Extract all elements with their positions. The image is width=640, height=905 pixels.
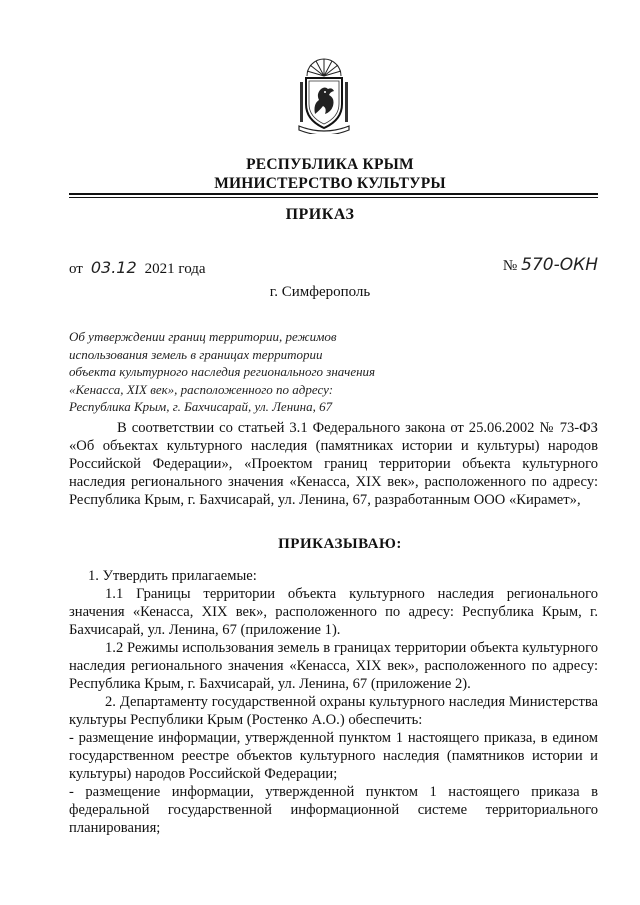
crimea-coat-of-arms-icon: [295, 56, 353, 134]
subject-line: Республика Крым, г. Бахчисарай, ул. Ленина, 67: [69, 399, 333, 414]
item-2-bullet-a: - размещение информации, утвержденной пунктом 1 настоящего приказа, в едином государственном реестре объектов культурного наследия (памятников истории и культуры) народов Российской Федерации;: [69, 730, 598, 782]
header-divider-thick: [69, 193, 598, 195]
subject-line: «Кенасса, XIX век», расположенного по адресу:: [69, 381, 334, 397]
subject-line: объекта культурного наследия регионального значения: [69, 364, 376, 379]
ministry-name: МИНИСТЕРСТВО КУЛЬТУРЫ: [214, 175, 446, 192]
number-prefix: №: [502, 258, 518, 274]
item-1-1: 1.1 Границы территории объекта культурного наследия регионального значения «Кенасса, XIX век», расположенного по адресу: Республика Крым, г. Бахчисарай, ул. Ленина, 67 (приложение 1).: [69, 586, 598, 638]
republic-name: РЕСПУБЛИКА КРЫМ: [246, 156, 414, 173]
subject-line: Об утверждении границ территории, режимов: [69, 329, 337, 344]
order-heading: ПРИКАЗЫВАЮ:: [278, 536, 402, 552]
subject-line: использования земель в границах территории: [69, 346, 323, 362]
preamble-paragraph: В соответствии со статьей 3.1 Федерального закона от 25.06.2002 № 73-ФЗ «Об объектах культурного наследия (памятниках истории и культуры) народов Российской Федерации», «Проектом границ территории объекта культурного наследия регионального значения «Кенасса, XIX век», расположенного по адресу: Республика Крым, г. Бахчисарай, ул. Ленина, 67, разработанным ООО «Кирамет»,: [69, 420, 598, 508]
header-divider-thin: [69, 197, 598, 198]
order-items: [69, 567, 598, 837]
date-prefix: от: [69, 261, 83, 277]
handwritten-order-number: 570-ОКН: [521, 255, 598, 275]
city-name: г. Симферополь: [269, 284, 371, 300]
item-2: 2. Департаменту государственной охраны культурного наследия Министерства культуры Республики Крым (Ростенко А.О.) обеспечить:: [69, 694, 598, 728]
item-1-2: 1.2 Режимы использования земель в границах территории объекта культурного наследия регионального значения «Кенасса, XIX век», расположенного по адресу: Республика Крым, г. Бахчисарай, ул. Ленина, 67 (приложение 2).: [69, 640, 598, 692]
date-line: [69, 258, 206, 278]
order-subject: [69, 328, 399, 416]
item-2-bullet-b: - размещение информации, утвержденной пунктом 1 настоящего приказа в федеральной государственной информационной системе территориального планирования;: [69, 784, 598, 836]
item-1: 1. Утвердить прилагаемые:: [88, 568, 257, 584]
handwritten-date: 03.12: [90, 258, 137, 277]
document-title: ПРИКАЗ: [285, 206, 355, 223]
order-number-line: [503, 255, 598, 275]
date-suffix: 2021 года: [144, 261, 206, 277]
